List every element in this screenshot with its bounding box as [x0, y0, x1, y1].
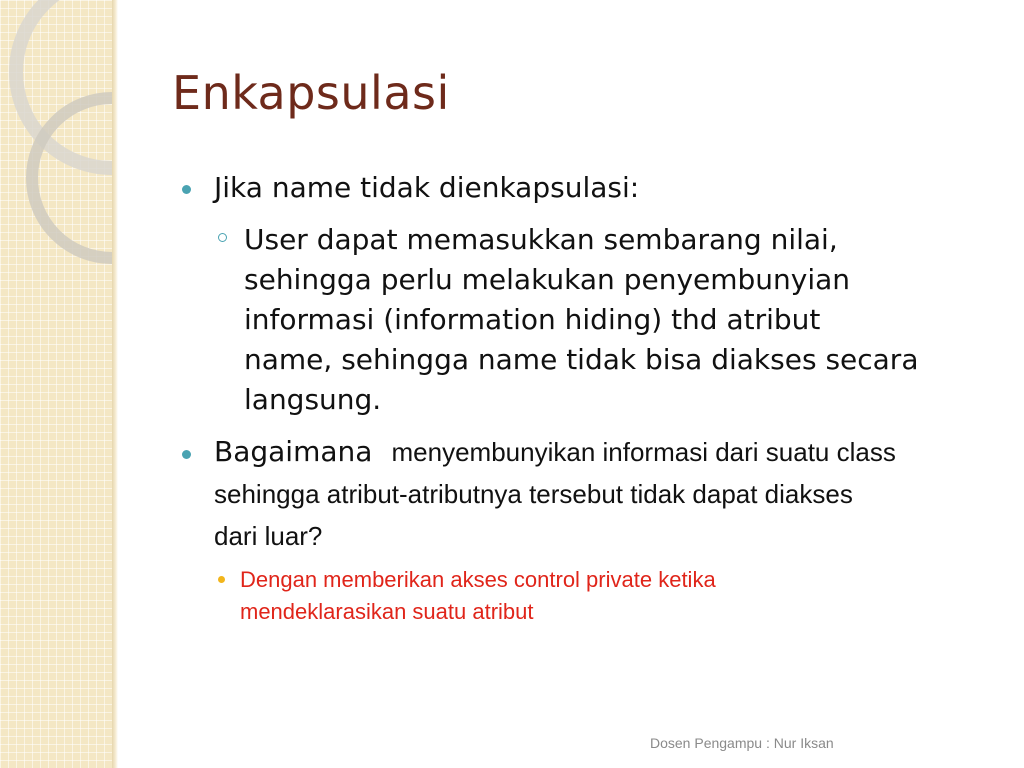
decorative-side-panel	[0, 0, 112, 768]
sub-bullet-line-3: informasi (information hiding) thd atribut	[244, 303, 821, 336]
decorative-circles	[0, 0, 112, 768]
sub-bullet-marker	[218, 233, 227, 242]
sub-bullet-line-1: User dapat memasukkan sembarang nilai,	[244, 223, 838, 256]
footer-text: Dosen Pengampu : Nur Iksan	[650, 735, 834, 751]
bullet-1-text: Jika name tidak dienkapsulasi:	[214, 171, 640, 204]
bullet-2-line-2: sehingga atribut-atributnya tersebut tidak dapat diakses	[214, 479, 853, 509]
bullet-2-line-1: menyembunyikan informasi dari suatu class	[391, 437, 896, 467]
side-panel-edge	[112, 0, 118, 768]
sub-bullet-line-4: name, sehingga name tidak bisa diakses secara	[244, 343, 919, 376]
sub-bullet-red-line-1: Dengan memberikan akses control private ketika	[240, 567, 716, 592]
bullet-marker	[182, 450, 191, 459]
sub-bullet-line-2: sehingga perlu melakukan penyembunyian	[244, 263, 851, 296]
bullet-2-first-line	[214, 432, 896, 472]
sub-bullet-marker	[218, 576, 225, 583]
bullet-marker	[182, 185, 191, 194]
sub-bullet-red-line-2: mendeklarasikan suatu atribut	[240, 599, 534, 624]
slide-title: Enkapsulasi	[172, 66, 450, 120]
bullet-2-lead: Bagaimana	[214, 435, 373, 468]
bullet-2-line-3: dari luar?	[214, 521, 323, 551]
sub-bullet-line-5: langsung.	[244, 383, 382, 416]
